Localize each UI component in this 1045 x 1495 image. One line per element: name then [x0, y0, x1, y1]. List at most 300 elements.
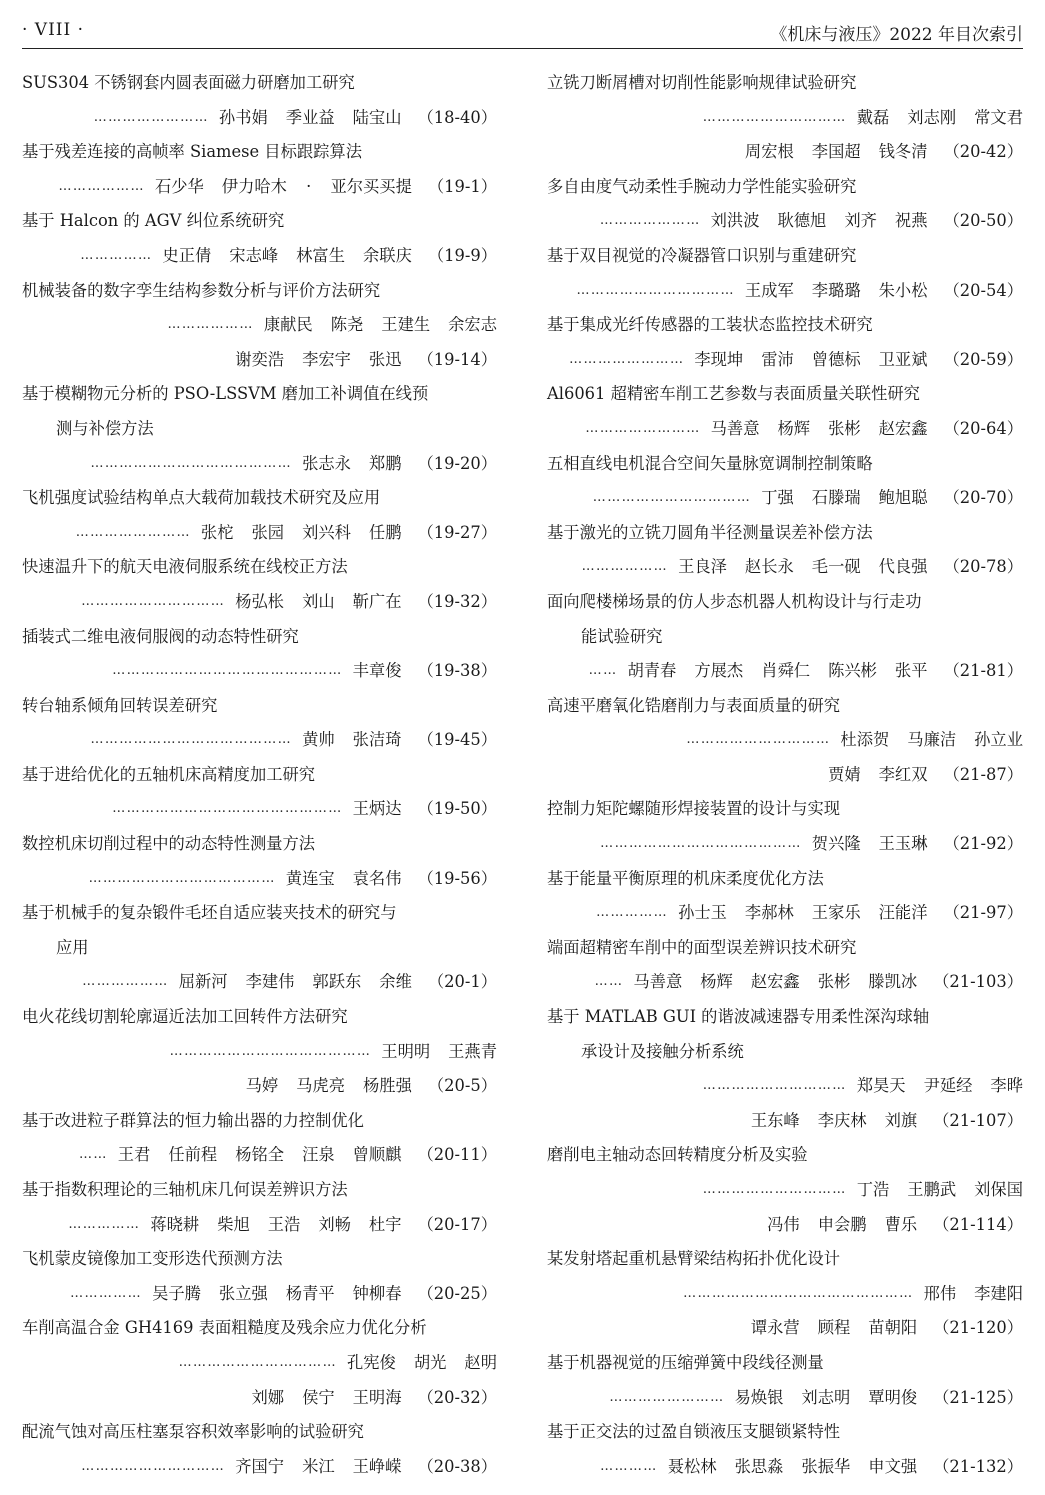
author-name: 李现坤	[694, 349, 744, 369]
author-names	[627, 654, 927, 689]
author-names	[678, 550, 927, 585]
author-name: 任前程	[168, 1145, 218, 1165]
article-title: 基于机器视觉的压缩弹簧中段线径测量	[547, 1352, 824, 1372]
article-title: 快速温升下的航天电液伺服系统在线校正方法	[22, 557, 348, 577]
author-name: 易焕银	[734, 1387, 784, 1407]
author-line	[22, 447, 497, 482]
author-line	[22, 723, 497, 758]
author-line	[547, 1104, 1023, 1139]
article-title: 数控机床切削过程中的动态特性测量方法	[22, 834, 316, 854]
author-names	[694, 343, 927, 378]
author-name: 马廉洁	[907, 730, 957, 750]
author-name: 孔宪俊	[346, 1352, 396, 1372]
author-line	[22, 170, 497, 205]
author-name: 刘志刚	[907, 107, 957, 127]
author-name: 王峥嵘	[352, 1456, 402, 1476]
article-title: 某发射塔起重机悬臂梁结构拓扑优化设计	[547, 1249, 841, 1269]
author-name: 马虎亮	[296, 1076, 345, 1096]
author-name: 王建生	[381, 315, 431, 335]
author-name: 靳广在	[352, 591, 402, 611]
leader-dots: …………………………………………	[112, 663, 343, 679]
article-title: 基于进给优化的五轴机床高精度加工研究	[22, 764, 316, 784]
author-line	[547, 723, 1023, 758]
article-title: 端面超精密车削中的面型误差辨识技术研究	[547, 937, 857, 957]
author-name: 李红双	[878, 764, 928, 784]
author-name: 王明明	[381, 1041, 431, 1061]
author-line	[22, 101, 497, 136]
author-names	[353, 792, 402, 827]
author-line	[547, 274, 1023, 309]
author-names	[201, 516, 402, 551]
author-name: 张平	[894, 661, 928, 681]
author-name: 覃明俊	[868, 1387, 918, 1407]
author-name: 王家乐	[811, 903, 861, 923]
page-ref: （20-78）	[943, 557, 1023, 577]
article-title: 五相直线电机混合空间矢量脉宽调制控制策略	[547, 453, 873, 473]
author-name: 石滕瑞	[811, 488, 861, 508]
leader-dots: ……………………………	[592, 490, 752, 506]
page-ref: （21-81）	[943, 661, 1023, 681]
author-names	[235, 1450, 401, 1485]
author-line	[22, 1035, 497, 1070]
author-names	[347, 1346, 497, 1381]
author-name: 王炳达	[352, 799, 402, 819]
author-line	[22, 585, 497, 620]
author-line	[547, 758, 1023, 793]
page-ref: （19-50）	[417, 799, 497, 819]
page-ref: （20-17）	[417, 1214, 497, 1234]
article-title: 车削高温合金 GH4169 表面粗糙度及残余应力优化分析	[22, 1318, 427, 1338]
author-name: 贺兴隆	[811, 834, 861, 854]
author-names	[857, 1173, 1023, 1208]
author-name: 郑昊天	[856, 1076, 906, 1096]
author-name: 黄帅	[302, 730, 335, 750]
page-ref: （20-1）	[427, 972, 497, 992]
author-name: 顾程	[817, 1318, 851, 1338]
author-name: 赵宏鑫	[750, 972, 800, 992]
author-name: 李郝林	[744, 903, 794, 923]
author-names	[118, 1138, 402, 1173]
author-line	[22, 1138, 497, 1173]
article-title: 基于机械手的复杂锻件毛坯自适应装夹技术的研究与	[22, 903, 397, 923]
page-ref: （20-38）	[417, 1456, 497, 1476]
author-names	[745, 135, 928, 170]
author-name: 张迅	[368, 349, 402, 369]
author-line	[547, 481, 1023, 516]
page-ref: （18-40）	[417, 107, 497, 127]
author-line	[547, 1381, 1023, 1416]
leader-dots: …………	[600, 1458, 658, 1474]
page-ref: （19-1）	[427, 176, 497, 196]
author-name: 张彬	[828, 418, 861, 438]
article-title: 飞机蒙皮镜像加工变形迭代预测方法	[22, 1249, 283, 1269]
page-ref: （20-11）	[417, 1145, 497, 1165]
leader-dots: ……	[588, 663, 618, 679]
author-name: 张立强	[218, 1283, 268, 1303]
author-name: 黄连宝	[285, 868, 335, 888]
page-ref: （21-107）	[933, 1110, 1023, 1130]
leader-dots: ……………………	[609, 1389, 725, 1405]
author-names	[668, 1450, 917, 1485]
author-name: 刘洪波	[710, 211, 760, 231]
leader-dots: ……………………	[75, 524, 191, 540]
author-line	[22, 1208, 497, 1243]
author-name: 柴旭	[217, 1214, 250, 1234]
author-line	[547, 550, 1023, 585]
author-name: 孙书娟	[218, 107, 268, 127]
author-name: 申文强	[868, 1456, 918, 1476]
author-name: 汪能洋	[878, 903, 928, 923]
author-name: 曾顺麒	[352, 1145, 402, 1165]
left-column	[22, 66, 497, 1484]
author-names	[152, 1277, 401, 1312]
author-name: 杨铭全	[235, 1145, 285, 1165]
leader-dots: ……………………	[93, 109, 209, 125]
author-name: 杨辉	[777, 418, 811, 438]
leader-dots: ……………………………………	[169, 1043, 372, 1059]
author-name: 王良泽	[678, 557, 727, 577]
author-line	[22, 1450, 497, 1485]
author-name: 胡光	[413, 1352, 447, 1372]
leader-dots: …………………………………	[88, 870, 276, 886]
author-names	[235, 585, 401, 620]
author-name: 代良强	[878, 557, 928, 577]
author-line	[547, 827, 1023, 862]
author-name: 齐国宁	[235, 1456, 285, 1476]
article-title: 基于激光的立铣刀圆角半径测量误差补偿方法	[547, 522, 873, 542]
author-name: 王成军	[744, 280, 794, 300]
author-name: 杨胜强	[363, 1076, 412, 1096]
leader-dots: …………………	[599, 213, 701, 229]
author-names	[150, 1208, 401, 1243]
author-name: 赵宏鑫	[878, 418, 928, 438]
page-ref: （20-42）	[943, 142, 1023, 162]
page-ref: （21-120）	[933, 1318, 1023, 1338]
page-ref: （20-32）	[417, 1387, 497, 1407]
right-column	[547, 66, 1023, 1484]
article-title: 基于模糊物元分析的 PSO-LSSVM 磨加工补调值在线预	[22, 384, 429, 404]
article-title: 插装式二维电液伺服阀的动态特性研究	[22, 626, 299, 646]
author-name: 侯宁	[302, 1387, 335, 1407]
leader-dots: …………………………	[81, 593, 226, 609]
author-name: 杨弘枨	[235, 591, 285, 611]
author-name: 聂松林	[667, 1456, 717, 1476]
author-names	[264, 308, 497, 343]
author-line	[547, 101, 1023, 136]
article-title: 基于残差连接的高帧率 Siamese 目标跟踪算法	[22, 142, 362, 162]
author-name: 胡青春	[627, 661, 677, 681]
article-title: 基于改进粒子群算法的恒力输出器的力控制优化	[22, 1110, 364, 1130]
author-name: 石少华	[154, 176, 204, 196]
author-name: 丁浩	[856, 1180, 890, 1199]
article-title: 磨削电主轴动态回转精度分析及实验	[547, 1145, 808, 1165]
author-name: 屈新河	[178, 972, 228, 992]
author-names	[246, 1069, 412, 1104]
author-names	[353, 654, 402, 689]
page-ref: （19-20）	[417, 453, 497, 473]
page-ref: （21-87）	[943, 764, 1023, 784]
leader-dots: …………………………	[686, 732, 831, 748]
author-name: 常文君	[974, 107, 1023, 127]
page-ref: （20-5）	[427, 1076, 497, 1096]
author-name: 周宏根	[744, 142, 794, 162]
article-title-continued: 能试验研究	[581, 626, 663, 646]
author-name: 刘保国	[974, 1180, 1023, 1199]
leader-dots: ……………………………………	[90, 455, 293, 471]
author-name: 王玉琳	[878, 834, 928, 854]
leader-dots: ……	[78, 1147, 108, 1163]
author-name: 钱冬清	[878, 142, 928, 162]
article-title: 基于正交法的过盈自锁液压支腿锁紧特性	[547, 1422, 841, 1442]
author-name: 余维	[379, 972, 412, 992]
article-title: 基于指数积理论的三轴机床几何误差辨识方法	[22, 1180, 348, 1199]
author-name: 郭跃东	[312, 972, 362, 992]
author-name: 戴磊	[856, 107, 890, 127]
author-name: 杜添贺	[840, 730, 890, 750]
author-names	[735, 1381, 918, 1416]
author-name: 雷沛	[761, 349, 794, 369]
author-line	[22, 239, 497, 274]
leader-dots: ……………………	[569, 351, 685, 367]
author-name: 郑鹏	[368, 453, 402, 473]
author-name: 李晔	[990, 1076, 1023, 1096]
author-name: 马婷	[245, 1076, 279, 1096]
author-name: 冯伟	[767, 1214, 800, 1234]
page-ref: （20-50）	[943, 211, 1023, 231]
author-name: 蒋晓耕	[150, 1214, 200, 1234]
leader-dots: ……………………………	[178, 1354, 337, 1370]
author-names	[751, 1311, 917, 1346]
article-title-continued: 应用	[56, 937, 89, 957]
author-name: 宋志峰	[229, 245, 279, 265]
author-line	[547, 965, 1023, 1000]
author-names	[162, 239, 411, 274]
author-line	[547, 343, 1023, 378]
author-name: 谭永营	[750, 1318, 800, 1338]
author-name: 李建伟	[245, 972, 295, 992]
leader-dots: ………………	[58, 178, 145, 194]
page-ref: （21-114）	[933, 1214, 1023, 1234]
author-name: 李国超	[811, 142, 861, 162]
leader-dots: ……………	[70, 1285, 143, 1301]
author-line	[22, 792, 497, 827]
author-name: 张柁	[200, 522, 234, 542]
author-name: 鲍旭聪	[878, 488, 928, 508]
leader-dots: ……	[594, 974, 624, 990]
author-name: 方展杰	[694, 661, 744, 681]
page-ref: （19-45）	[417, 730, 497, 750]
author-line	[547, 1208, 1023, 1243]
page-ref: （20-25）	[417, 1283, 497, 1303]
author-names	[179, 965, 412, 1000]
author-name: 袁名伟	[352, 868, 402, 888]
author-name: 杨辉	[700, 972, 733, 992]
leader-dots: …………………………	[702, 109, 847, 125]
author-name: 马善意	[633, 972, 683, 992]
author-name: 李璐璐	[811, 280, 861, 300]
author-name: 杨青平	[285, 1283, 335, 1303]
leader-dots: …………………………	[702, 1078, 847, 1094]
author-names	[711, 412, 928, 447]
author-names	[751, 1104, 917, 1139]
page-ref: （21-132）	[933, 1456, 1023, 1476]
author-name: 刘兴科	[302, 522, 351, 542]
author-names	[828, 758, 927, 793]
author-line	[22, 965, 497, 1000]
author-name: 陈兴彬	[828, 661, 877, 681]
article-title: 基于集成光纤传感器的工装状态监控技术研究	[547, 315, 873, 335]
page-ref: （19-9）	[427, 245, 497, 265]
author-name: 汪泉	[302, 1145, 335, 1165]
author-name: 张振华	[801, 1456, 851, 1476]
author-line	[22, 1346, 497, 1381]
author-name: 余联庆	[363, 245, 412, 265]
leader-dots: ……………	[596, 905, 669, 921]
author-name: 邢伟	[923, 1283, 957, 1303]
author-name: 丁强	[761, 488, 794, 508]
author-name: 吴子腾	[152, 1283, 201, 1303]
author-name: 孙士玉	[678, 903, 727, 923]
article-title-continued: 承设计及接触分析系统	[581, 1041, 744, 1061]
author-name: 苗朝阳	[868, 1318, 918, 1338]
author-name: 刘山	[302, 591, 335, 611]
author-line	[547, 1450, 1023, 1485]
author-name: 王明海	[352, 1387, 402, 1407]
author-name: 耿德旭	[777, 211, 827, 231]
page-ref: （19-27）	[417, 522, 497, 542]
author-names	[235, 343, 401, 378]
author-name: 李宏宇	[302, 349, 351, 369]
page-ref: （20-54）	[943, 280, 1023, 300]
author-name: 王东峰	[750, 1110, 800, 1130]
author-names	[857, 101, 1023, 136]
author-names	[745, 274, 928, 309]
article-title: 多自由度气动柔性手腕动力学性能实验研究	[547, 176, 857, 196]
leader-dots: …………………………………………	[112, 801, 343, 817]
article-title: 飞机强度试验结构单点大载荷加载技术研究及应用	[22, 488, 381, 508]
page-header	[22, 14, 1023, 49]
author-name: 朱小松	[878, 280, 928, 300]
page-ref: （20-59）	[943, 349, 1023, 369]
page-ref: （20-70）	[943, 488, 1023, 508]
author-names	[857, 1069, 1023, 1104]
leader-dots: ………………	[581, 559, 669, 575]
author-name: 季业益	[285, 107, 335, 127]
page-ref: （21-125）	[933, 1387, 1023, 1407]
author-line	[22, 516, 497, 551]
page-ref: （21-92）	[943, 834, 1023, 854]
author-names	[251, 1381, 401, 1416]
page-ref: （19-32）	[417, 591, 497, 611]
author-name: 马善意	[710, 418, 760, 438]
author-line	[547, 1277, 1023, 1312]
author-names	[633, 965, 917, 1000]
author-name: 陈尧	[330, 315, 364, 335]
author-name: 李庆林	[817, 1110, 867, 1130]
author-names	[767, 1208, 917, 1243]
leader-dots: ……………………………	[576, 282, 735, 298]
author-name: 滕凯冰	[868, 972, 918, 992]
article-title-continued: 测与补偿方法	[56, 418, 154, 438]
author-names	[761, 481, 927, 516]
author-name: 杜宇	[368, 1214, 402, 1234]
author-names	[381, 1035, 497, 1070]
author-name: 王君	[117, 1145, 151, 1165]
leader-dots: ……………………………………	[600, 836, 802, 852]
author-names	[219, 101, 402, 136]
author-name: 张洁琦	[352, 730, 402, 750]
leader-dots: ……………	[68, 1216, 141, 1232]
running-title: 《机床与液压》2022 年目次索引	[770, 25, 1023, 45]
author-name: 丰章俊	[352, 661, 402, 681]
page-number: · VIII ·	[22, 20, 85, 40]
author-name: 赵明	[464, 1352, 497, 1372]
author-name: 钟柳春	[352, 1283, 402, 1303]
author-name: 孙立业	[974, 730, 1023, 750]
author-names	[924, 1277, 1023, 1312]
page-ref: （21-103）	[933, 972, 1023, 992]
author-name: 赵长永	[744, 557, 794, 577]
author-names	[840, 723, 1023, 758]
author-name: 曹乐	[884, 1214, 918, 1234]
author-names	[286, 862, 402, 897]
author-line	[547, 1173, 1023, 1208]
leader-dots: ……………………	[585, 420, 701, 436]
article-title: 电火花线切割轮廓逼近法加工回转件方法研究	[22, 1007, 348, 1027]
page-ref: （19-14）	[417, 349, 497, 369]
author-line	[22, 862, 497, 897]
author-name: 伊力哈木 · 亚尔买买提	[221, 176, 412, 196]
author-name: 卫亚斌	[878, 349, 928, 369]
author-line	[22, 1277, 497, 1312]
author-name: 王鹏武	[907, 1180, 957, 1199]
author-name: 张彬	[817, 972, 851, 992]
leader-dots: ………………	[82, 974, 169, 990]
author-name: 刘畅	[318, 1214, 351, 1234]
page-ref: （19-56）	[417, 868, 497, 888]
author-names	[711, 204, 928, 239]
leader-dots: ……………	[80, 247, 153, 263]
author-names	[678, 896, 927, 931]
author-name: 李建阳	[974, 1283, 1023, 1303]
author-name: 贾婧	[828, 764, 861, 784]
article-title: 控制力矩陀螺随形焊接装置的设计与实现	[547, 799, 841, 819]
author-line	[547, 412, 1023, 447]
leader-dots: ……………………………………	[90, 732, 293, 748]
article-title: 立铣刀断屑槽对切削性能影响规律试验研究	[547, 73, 857, 92]
article-title: 转台轴系倾角回转误差研究	[22, 695, 218, 715]
author-name: 林富生	[296, 245, 345, 265]
author-names	[812, 827, 928, 862]
author-names	[302, 447, 401, 482]
article-title: 配流气蚀对高压柱塞泵容积效率影响的试验研究	[22, 1422, 364, 1442]
author-name: 王浩	[267, 1214, 301, 1234]
leader-dots: ………………	[167, 317, 254, 333]
author-name: 史正倩	[162, 245, 212, 265]
page-ref: （20-64）	[943, 418, 1023, 438]
article-title: 基于能量平衡原理的机床柔度优化方法	[547, 868, 824, 888]
author-name: 毛一砚	[811, 557, 861, 577]
leader-dots: …………………………	[81, 1458, 226, 1474]
author-name: 刘旗	[884, 1110, 918, 1130]
article-title: 基于双目视觉的冷凝器管口识别与重建研究	[547, 245, 857, 265]
author-line	[547, 135, 1023, 170]
article-title: 基于 Halcon 的 AGV 纠位系统研究	[22, 211, 285, 231]
article-title: 面向爬楼梯场景的仿人步态机器人机构设计与行走功	[547, 591, 922, 611]
author-line	[547, 654, 1023, 689]
author-name: 任鹏	[368, 522, 402, 542]
author-names	[155, 170, 412, 205]
